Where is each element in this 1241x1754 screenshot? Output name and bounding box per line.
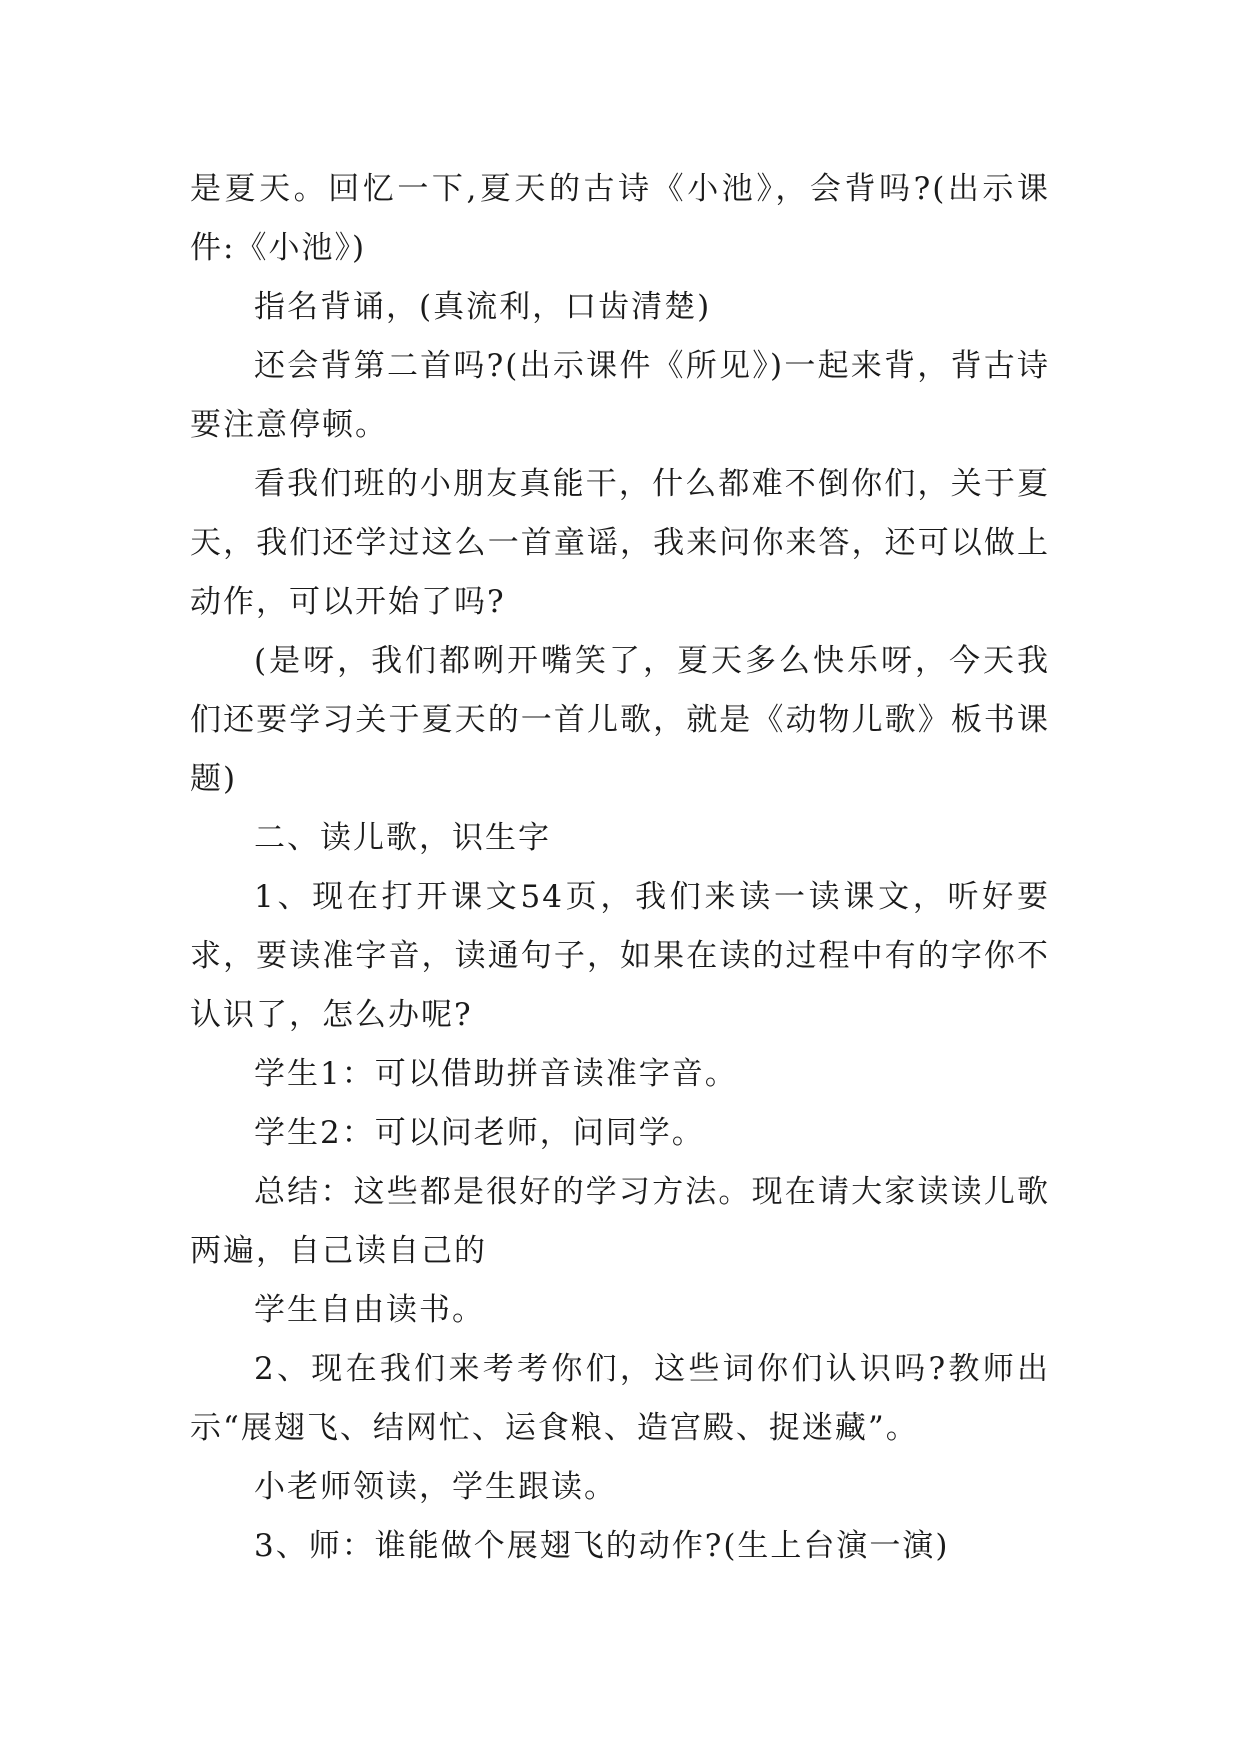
paragraph: 2、现在我们来考考你们，这些词你们认识吗?教师出示“展翅飞、结网忙、运食粮、造宫殿、捉迷藏”。 (190, 1351, 1050, 1446)
paragraph: 学生自由读书。 (254, 1292, 485, 1328)
paragraph: 还会背第二首吗?(出示课件《所见》)一起来背，背古诗要注意停顿。 (190, 348, 1050, 443)
paragraph: 学生1：可以借助拼音读准字音。 (254, 1056, 738, 1092)
paragraph: 总结：这些都是很好的学习方法。现在请大家读读儿歌两遍，自己读自己的 (190, 1174, 1050, 1269)
document-body (190, 160, 1050, 1576)
paragraph: 指名背诵，(真流利，口齿清楚) (254, 289, 712, 325)
paragraph: 是夏天。回忆一下,夏天的古诗《小池》，会背吗?(出示课件:《小池》) (190, 171, 1050, 266)
paragraph: 看我们班的小朋友真能干，什么都难不倒你们，关于夏天，我们还学过这么一首童谣，我来问你来答，还可以做上动作，可以开始了吗? (190, 466, 1050, 620)
paragraph: 1、现在打开课文54页，我们来读一读课文，听好要求，要读准字音，读通句子，如果在读的过程中有的字你不认识了，怎么办呢? (190, 879, 1050, 1033)
section-heading: 二、读儿歌，识生字 (254, 820, 551, 856)
paragraph: 学生2：可以问老师，问同学。 (254, 1115, 705, 1151)
paragraph: 3、师：谁能做个展翅飞的动作?(生上台演一演) (254, 1528, 950, 1564)
paragraph: (是呀，我们都咧开嘴笑了，夏天多么快乐呀，今天我们还要学习关于夏天的一首儿歌，就是《动物儿歌》板书课题) (190, 643, 1050, 797)
paragraph: 小老师领读，学生跟读。 (254, 1469, 617, 1505)
